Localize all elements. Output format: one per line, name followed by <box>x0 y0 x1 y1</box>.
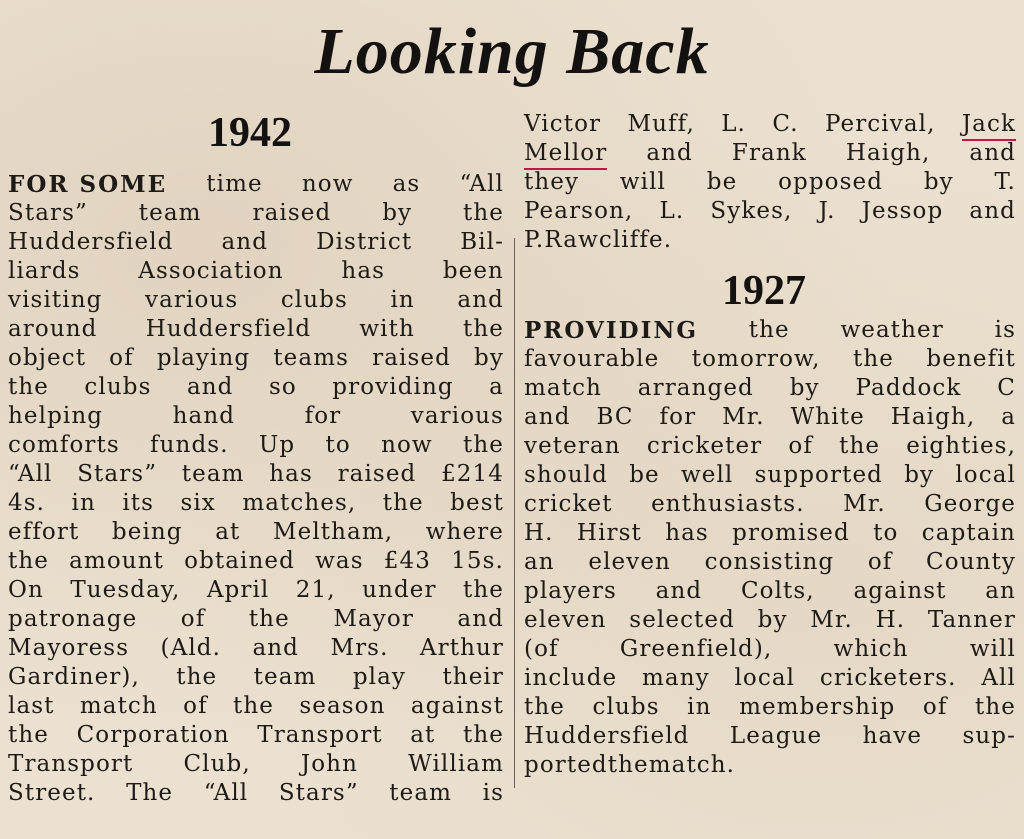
word: being <box>111 519 183 545</box>
word: captain <box>921 520 1016 546</box>
word: eleven <box>588 549 671 575</box>
word: well <box>680 462 734 488</box>
text-line <box>8 460 504 489</box>
word: the <box>8 722 49 748</box>
word: and <box>221 229 269 255</box>
word: the <box>524 694 565 720</box>
word: 21, <box>295 577 336 603</box>
word: Up <box>258 432 296 458</box>
text-line <box>524 722 1016 751</box>
word: Arthur <box>419 635 504 661</box>
word: Gardiner), <box>8 664 140 690</box>
word: Mr. <box>843 491 886 517</box>
word: as <box>392 171 421 197</box>
word: L. <box>721 111 746 137</box>
text-line <box>8 170 504 199</box>
word: which <box>833 636 909 662</box>
word: and <box>646 140 693 166</box>
word: local <box>734 665 796 691</box>
text-line <box>524 226 1016 255</box>
word: the <box>463 722 504 748</box>
word: arranged <box>637 375 754 401</box>
word: P. <box>524 227 545 253</box>
word: many <box>642 665 710 691</box>
year-heading-1927: 1927 <box>722 268 806 314</box>
text-line <box>524 606 1016 635</box>
text-line <box>8 721 504 750</box>
headline: Looking Back <box>314 15 710 88</box>
text-line <box>524 751 1016 780</box>
word: is <box>994 317 1016 343</box>
word: Transport <box>8 751 134 777</box>
word: George <box>924 491 1016 517</box>
word: teams <box>273 345 350 371</box>
word: Corporation <box>76 722 230 748</box>
word: the <box>463 577 504 603</box>
word: Greenfield), <box>619 636 773 662</box>
word: the <box>176 664 218 690</box>
word: so <box>268 374 297 400</box>
word: match <box>524 375 602 401</box>
word: and <box>186 374 234 400</box>
word: Colts, <box>740 578 815 604</box>
word: in <box>71 490 96 516</box>
text-line <box>524 139 1016 170</box>
word: weather <box>840 317 944 343</box>
word: and <box>524 404 571 430</box>
word: amount <box>69 548 164 574</box>
word: £43 <box>383 548 431 574</box>
word: has <box>269 461 313 487</box>
text-line <box>524 490 1016 519</box>
word: and <box>969 140 1016 166</box>
word: opposed <box>778 169 884 195</box>
word: obtained <box>184 548 295 574</box>
word: the <box>607 752 649 778</box>
word: promised <box>732 520 850 546</box>
word: Street. <box>8 780 96 806</box>
word: around <box>8 316 98 342</box>
word: be <box>706 169 738 195</box>
word: “All <box>203 780 249 806</box>
word: against <box>410 693 504 719</box>
word: patronage <box>8 606 138 632</box>
word: raised <box>252 200 332 226</box>
year-heading-1942: 1942 <box>208 110 292 156</box>
word: for <box>304 403 342 429</box>
word: will <box>619 169 666 195</box>
word: Muff, <box>627 111 695 137</box>
word: play <box>352 664 407 690</box>
word: best <box>450 490 504 516</box>
word: tomorrow, <box>691 346 821 372</box>
word: the <box>8 548 49 574</box>
text-line <box>8 286 504 315</box>
word: funds. <box>150 432 229 458</box>
word: has <box>665 520 709 546</box>
word: Frank <box>731 140 807 166</box>
word: the <box>248 606 290 632</box>
word: a <box>1001 404 1016 430</box>
word: Victor <box>524 111 602 137</box>
word: Percival, <box>824 111 936 137</box>
text-line <box>8 779 504 808</box>
word: the <box>852 346 894 372</box>
word: Jessop <box>861 198 944 224</box>
word: eleven <box>524 607 607 633</box>
word: County <box>926 549 1016 575</box>
word: and <box>457 287 504 313</box>
word: Stars” <box>8 200 88 226</box>
word: a <box>489 374 504 400</box>
word: John <box>300 751 358 777</box>
word: to <box>325 432 351 458</box>
word: has <box>341 258 386 284</box>
text-line <box>8 344 504 373</box>
word: effort <box>8 519 80 545</box>
word: membership <box>739 694 896 720</box>
word: Stars” <box>77 461 158 487</box>
word: Club, <box>183 751 251 777</box>
word: J. <box>818 198 836 224</box>
word: Association <box>138 258 284 284</box>
word: Huddersfield <box>524 723 690 749</box>
word: season <box>299 693 386 719</box>
word: H. <box>524 520 554 546</box>
word: by <box>904 462 935 488</box>
word: Tanner <box>927 607 1016 633</box>
text-line <box>8 605 504 634</box>
word: Hirst <box>576 520 642 546</box>
word: C <box>997 375 1016 401</box>
word: by <box>382 200 413 226</box>
word: have <box>862 723 923 749</box>
word: of <box>180 606 206 632</box>
word: clubs <box>592 694 660 720</box>
word: they <box>524 169 580 195</box>
word: Paddock <box>855 375 962 401</box>
word: the <box>839 433 881 459</box>
word: and <box>252 635 300 661</box>
word: 4s. <box>8 490 46 516</box>
word: of <box>788 433 813 459</box>
word: Meltham, <box>272 519 394 545</box>
underlined-name: Jack <box>962 110 1016 141</box>
word: in <box>687 694 712 720</box>
word: raised <box>337 461 417 487</box>
word: providing <box>332 374 454 400</box>
text-line <box>524 168 1016 197</box>
text-line <box>8 199 504 228</box>
text-line <box>524 197 1016 226</box>
word: of <box>109 345 134 371</box>
word: Haigh, <box>890 404 976 430</box>
underlined-name: Mellor <box>524 139 607 170</box>
word: the <box>382 490 424 516</box>
word: at <box>215 519 241 545</box>
word: against <box>853 578 947 604</box>
word: where <box>425 519 504 545</box>
word: veteran <box>524 433 621 459</box>
word: time <box>206 171 263 197</box>
text-line <box>8 315 504 344</box>
word: team <box>181 461 245 487</box>
text-line <box>524 548 1016 577</box>
word: The <box>126 780 174 806</box>
word: District <box>316 229 413 255</box>
word: of <box>183 693 208 719</box>
word: match. <box>648 752 736 778</box>
text-line <box>524 432 1016 461</box>
text-line <box>524 635 1016 664</box>
word: Huddersfield <box>145 316 312 342</box>
text-line <box>8 663 504 692</box>
word: last <box>8 693 55 719</box>
word: (of <box>524 636 559 662</box>
word: consisting <box>704 549 835 575</box>
word: include <box>524 665 618 691</box>
text-line <box>524 577 1016 606</box>
word: ported <box>524 752 608 778</box>
word: selected <box>629 607 735 633</box>
word: an <box>985 578 1016 604</box>
word: the <box>463 200 504 226</box>
word: been <box>442 258 504 284</box>
word: team <box>253 664 317 690</box>
word: team <box>138 200 202 226</box>
word: cricketers. <box>819 665 957 691</box>
lead-words: PROVIDING <box>524 317 699 344</box>
text-line <box>524 345 1016 374</box>
text-line <box>524 519 1016 548</box>
word: visiting <box>8 287 103 313</box>
word: Tuesday, <box>70 577 181 603</box>
word: Bil- <box>460 229 504 255</box>
word: object <box>8 345 87 371</box>
word: should <box>524 462 608 488</box>
text-line <box>524 110 1016 141</box>
word: Mayor <box>333 606 414 632</box>
word: enthusiasts. <box>651 491 805 517</box>
text-line <box>524 461 1016 490</box>
text-line <box>8 518 504 547</box>
word: of <box>867 549 893 575</box>
word: comforts <box>8 432 120 458</box>
word: eighties, <box>906 433 1016 459</box>
word: William <box>408 751 504 777</box>
word: clubs <box>84 374 152 400</box>
word: raised <box>372 345 451 371</box>
word: Stars” <box>278 780 359 806</box>
word: On <box>8 577 44 603</box>
word: playing <box>156 345 251 371</box>
word: and <box>457 606 504 632</box>
word: All <box>981 665 1016 691</box>
word: Mr. <box>722 404 765 430</box>
word: in <box>390 287 415 313</box>
word: players <box>524 578 617 604</box>
word: Huddersfield <box>8 229 174 255</box>
word: 15s. <box>451 548 504 574</box>
word: Mrs. <box>330 635 389 661</box>
word: T. <box>994 169 1016 195</box>
text-line <box>8 547 504 576</box>
word: at <box>410 722 436 748</box>
word: and <box>655 578 703 604</box>
text-line <box>8 228 504 257</box>
column-divider <box>514 238 515 788</box>
word: under <box>362 577 437 603</box>
word: helping <box>8 403 104 429</box>
word: L. <box>659 198 685 224</box>
word: local <box>955 462 1016 488</box>
word: of <box>922 694 948 720</box>
text-line <box>8 634 504 663</box>
word: its <box>122 490 155 516</box>
word: various <box>145 287 239 313</box>
word: cricket <box>524 491 613 517</box>
word: sup- <box>962 723 1016 749</box>
word: favourable <box>524 346 660 372</box>
text-line <box>8 431 504 460</box>
word: “All <box>459 171 504 197</box>
word: to <box>873 520 899 546</box>
text-line <box>8 489 504 518</box>
word: the <box>748 317 790 343</box>
text-line <box>8 257 504 286</box>
word: be <box>629 462 660 488</box>
word: supported <box>754 462 883 488</box>
word: the <box>463 432 504 458</box>
word: cricketer <box>646 433 763 459</box>
word: the <box>8 374 49 400</box>
word: BC <box>596 404 634 430</box>
word: H. <box>875 607 906 633</box>
word: by <box>923 169 954 195</box>
word: now <box>301 171 354 197</box>
text-line <box>524 693 1016 722</box>
word: liards <box>8 258 81 284</box>
word: team <box>389 780 453 806</box>
word: and <box>969 198 1016 224</box>
word: an <box>524 549 555 575</box>
text-line <box>8 576 504 605</box>
word: Transport <box>257 722 383 748</box>
text-line <box>524 316 1016 345</box>
word: Mayoress <box>8 635 130 661</box>
word: the <box>974 694 1016 720</box>
word: six <box>180 490 216 516</box>
word: various <box>410 403 504 429</box>
word: League <box>729 723 823 749</box>
word: by <box>757 607 788 633</box>
word: matches, <box>242 490 357 516</box>
word: Rawcliffe. <box>544 227 673 253</box>
lead-words: FOR SOME <box>8 171 168 198</box>
word: benefit <box>926 346 1016 372</box>
text-line <box>524 664 1016 693</box>
word: C. <box>772 111 799 137</box>
word: Pearson, <box>524 198 634 224</box>
word: £214 <box>441 461 504 487</box>
word: April <box>206 577 270 603</box>
word: their <box>442 664 504 690</box>
text-line <box>8 750 504 779</box>
word: Haigh, <box>845 140 931 166</box>
word: for <box>659 404 697 430</box>
word: by <box>474 345 504 371</box>
word: is <box>482 780 504 806</box>
word: the <box>233 693 274 719</box>
text-line <box>524 403 1016 432</box>
word: match <box>79 693 158 719</box>
word: with <box>359 316 415 342</box>
word: will <box>969 636 1016 662</box>
word: by <box>789 375 820 401</box>
word: (Ald. <box>160 635 222 661</box>
text-line <box>8 402 504 431</box>
word: “All <box>8 461 53 487</box>
word: now <box>381 432 433 458</box>
text-line <box>8 692 504 721</box>
word: the <box>463 316 504 342</box>
word: hand <box>172 403 236 429</box>
text-line <box>8 373 504 402</box>
word: White <box>790 404 865 430</box>
text-line <box>524 374 1016 403</box>
word: Mr. <box>810 607 853 633</box>
word: clubs <box>280 287 348 313</box>
word: was <box>315 548 364 574</box>
word: Sykes, <box>710 198 793 224</box>
